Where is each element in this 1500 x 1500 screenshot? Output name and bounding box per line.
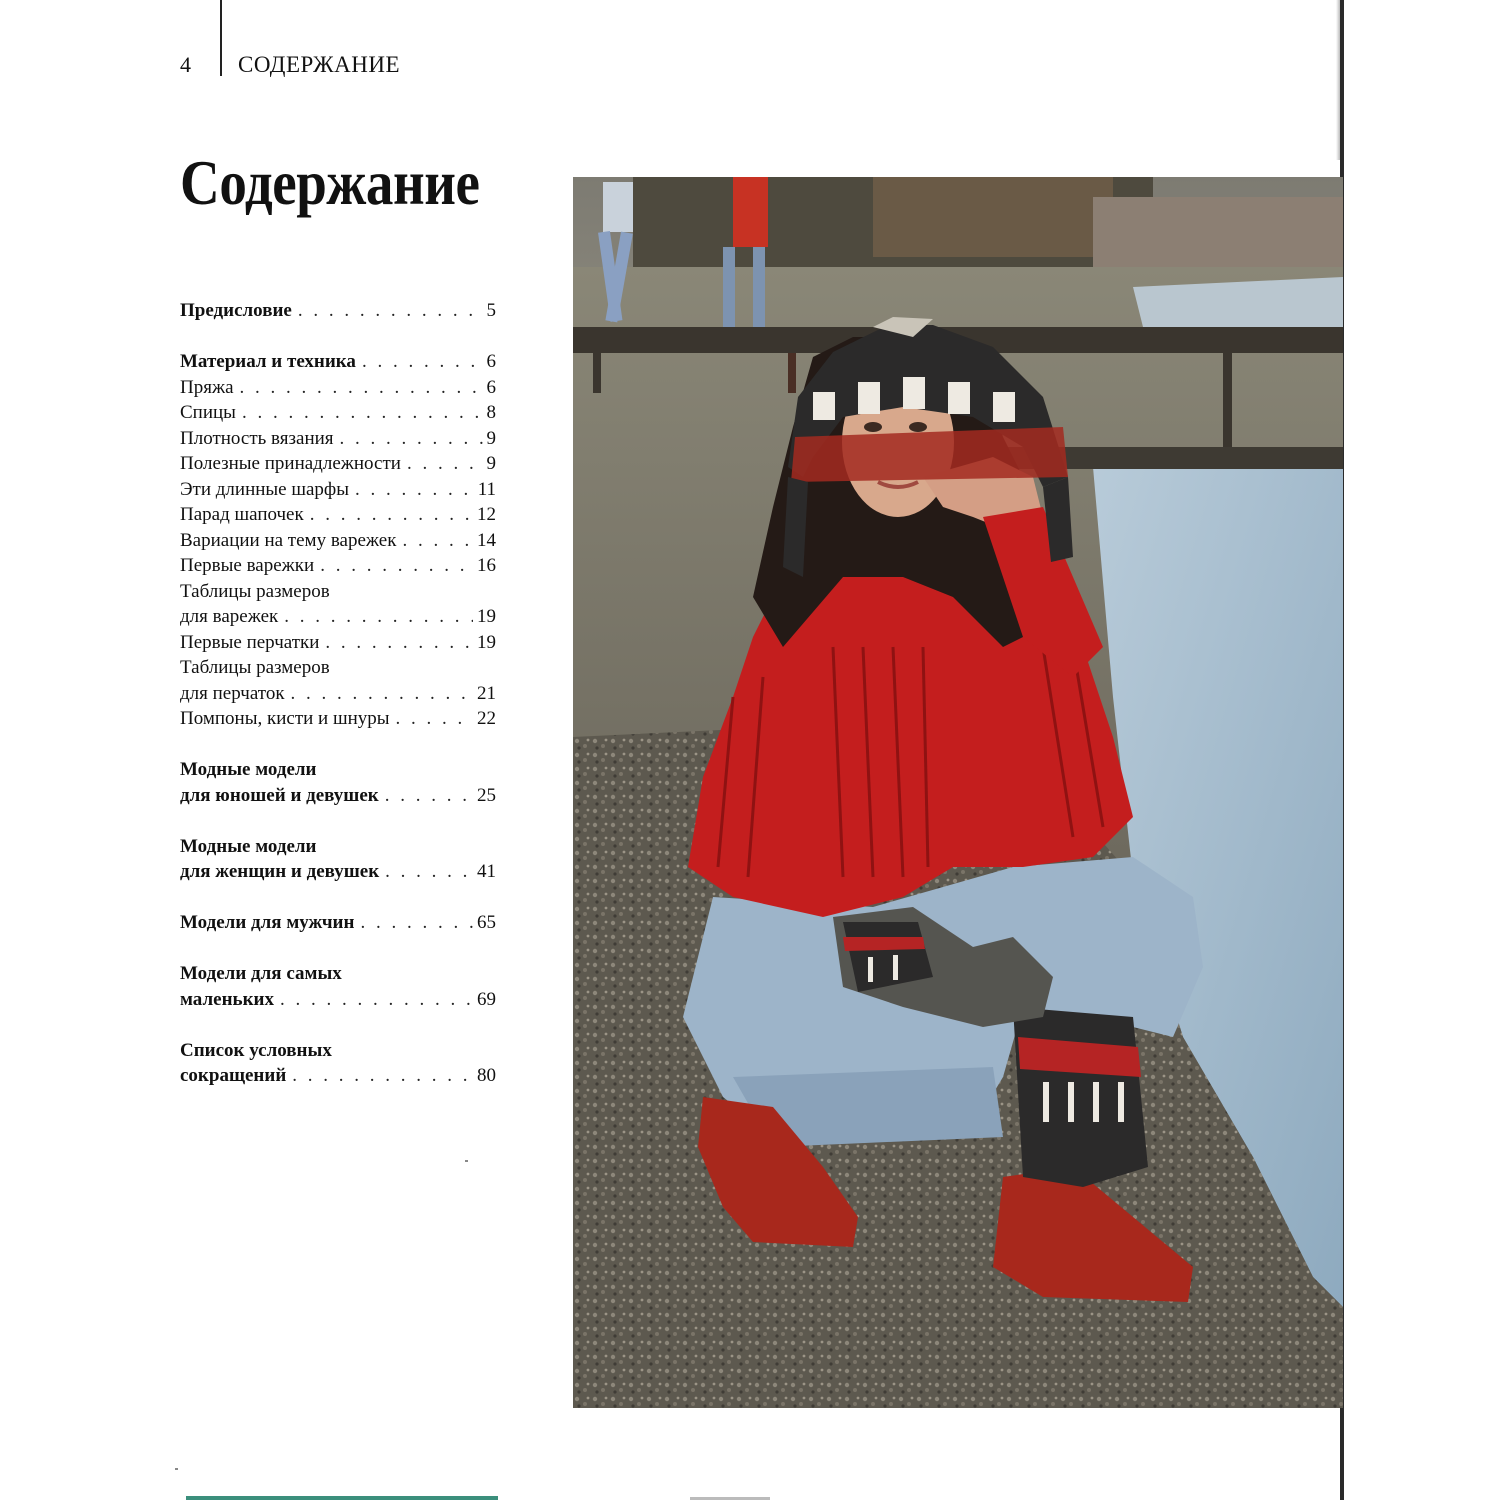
toc-entry-title: Спицы <box>180 402 236 423</box>
toc-page-number: 69 <box>477 988 496 1010</box>
toc-page-number: 14 <box>477 529 496 551</box>
toc-entry <box>180 579 496 605</box>
toc-entry <box>180 1063 496 1089</box>
toc-entry-title: для перчаток <box>180 682 285 704</box>
toc-entry <box>180 375 496 401</box>
toc-leader-dots <box>280 987 473 1013</box>
toc-leader-dots <box>325 630 473 656</box>
toc-page-number: 41 <box>477 861 496 882</box>
toc-page-number: 25 <box>477 784 496 806</box>
toc-entry <box>180 528 496 554</box>
bottom-accent-bar <box>186 1496 498 1500</box>
toc-entry-title: сокращений <box>180 1065 287 1086</box>
toc-leader-dots <box>360 910 473 936</box>
toc-page-number: 6 <box>486 351 496 372</box>
toc-leader-dots <box>396 706 473 732</box>
toc-leader-dots <box>320 553 473 579</box>
photo-girl-knitwear <box>573 177 1343 1408</box>
header-rule <box>220 0 222 76</box>
toc-entry-title: Модные модели <box>180 759 317 780</box>
toc-page-number: 6 <box>486 376 496 398</box>
toc-leader-dots <box>240 375 483 401</box>
toc-entry-title: Материал и техника <box>180 351 356 372</box>
toc-entry-title: Помпоны, кисти и шнуры <box>180 708 390 729</box>
toc-entry <box>180 987 496 1013</box>
toc-leader-dots <box>355 477 474 503</box>
toc-entry <box>180 655 496 681</box>
toc-page-number: 80 <box>477 1065 496 1086</box>
toc-entry-title: Парад шапочек <box>180 504 304 525</box>
toc-entry-title: Таблицы размеров <box>180 580 330 602</box>
toc-entry <box>180 604 496 630</box>
running-head: СОДЕРЖАНИЕ <box>238 52 401 77</box>
toc-entry-title: Вариации на тему варежек <box>180 529 397 551</box>
toc-leader-dots <box>298 298 483 324</box>
toc-page-number: 22 <box>477 708 496 729</box>
toc-leader-dots <box>407 451 483 477</box>
toc-page-number: 12 <box>477 504 496 525</box>
toc-gap <box>180 808 496 834</box>
toc-leader-dots <box>402 528 473 554</box>
toc-entry-title: маленьких <box>180 988 274 1010</box>
toc-leader-dots <box>242 400 483 426</box>
toc-gap <box>180 732 496 758</box>
toc-page-number: 19 <box>477 606 496 627</box>
toc-entry <box>180 961 496 987</box>
toc-entry-title: для варежек <box>180 606 279 627</box>
toc-leader-dots <box>284 604 473 630</box>
toc-gap <box>180 936 496 962</box>
print-speck <box>465 1160 468 1162</box>
toc-entry <box>180 910 496 936</box>
toc-leader-dots <box>385 859 473 885</box>
toc-entry <box>180 681 496 707</box>
toc-entry <box>180 706 496 732</box>
toc-entry <box>180 553 496 579</box>
toc-leader-dots <box>340 426 483 452</box>
page-edge-shadow <box>1336 0 1340 160</box>
toc-entry-title: Модные модели <box>180 835 317 857</box>
toc-leader-dots <box>292 1063 473 1089</box>
toc-entry <box>180 400 496 426</box>
toc-entry-title: Пряжа <box>180 376 234 398</box>
toc-entry-title: Первые варежки <box>180 555 315 576</box>
toc-entry-title: Модели для мужчин <box>180 912 355 933</box>
toc-page-number: 21 <box>477 682 496 704</box>
toc-entry-title: Первые перчатки <box>180 631 320 653</box>
toc-entry-title: Плотность вязания <box>180 427 334 449</box>
toc-page-number: 5 <box>486 300 496 321</box>
toc-entry-title: Полезные принадлежности <box>180 453 401 474</box>
toc-gap <box>180 1012 496 1038</box>
toc-entry-title: Таблицы размеров <box>180 657 330 678</box>
toc-entry <box>180 834 496 860</box>
toc-leader-dots <box>310 502 473 528</box>
toc-entry-title: для женщин и девушек <box>180 861 380 882</box>
toc-entry <box>180 298 496 324</box>
toc-entry <box>180 349 496 375</box>
toc-entry-title: Модели для самых <box>180 963 342 984</box>
toc-page-number: 11 <box>477 478 496 500</box>
toc-page-number: 8 <box>486 402 496 423</box>
print-speck <box>175 1468 178 1470</box>
toc-leader-dots <box>385 783 473 809</box>
toc-entry <box>180 1038 496 1064</box>
toc-entry-title: Эти длинные шарфы <box>180 478 350 500</box>
toc-entry <box>180 630 496 656</box>
toc-entry <box>180 426 496 452</box>
toc-entry <box>180 477 496 503</box>
toc-page-number: 9 <box>486 453 496 474</box>
toc-entry <box>180 502 496 528</box>
toc-entry <box>180 451 496 477</box>
toc-page-number: 9 <box>486 427 496 449</box>
toc-entry <box>180 757 496 783</box>
toc-gap <box>180 885 496 911</box>
toc-entry-title: Список условных <box>180 1039 332 1061</box>
toc-leader-dots <box>362 349 483 375</box>
toc-page-number: 16 <box>477 555 496 576</box>
toc-entry <box>180 783 496 809</box>
toc-page-number: 65 <box>477 912 496 933</box>
toc-leader-dots <box>291 681 473 707</box>
toc-page-number: 19 <box>477 631 496 653</box>
page-number: 4 <box>180 52 192 77</box>
toc-entry-title: Предисловие <box>180 300 292 321</box>
toc-gap <box>180 324 496 350</box>
toc-entry-title: для юношей и девушек <box>180 784 379 806</box>
table-of-contents <box>180 298 496 1089</box>
page-title: Содержание <box>180 147 480 218</box>
toc-entry <box>180 859 496 885</box>
